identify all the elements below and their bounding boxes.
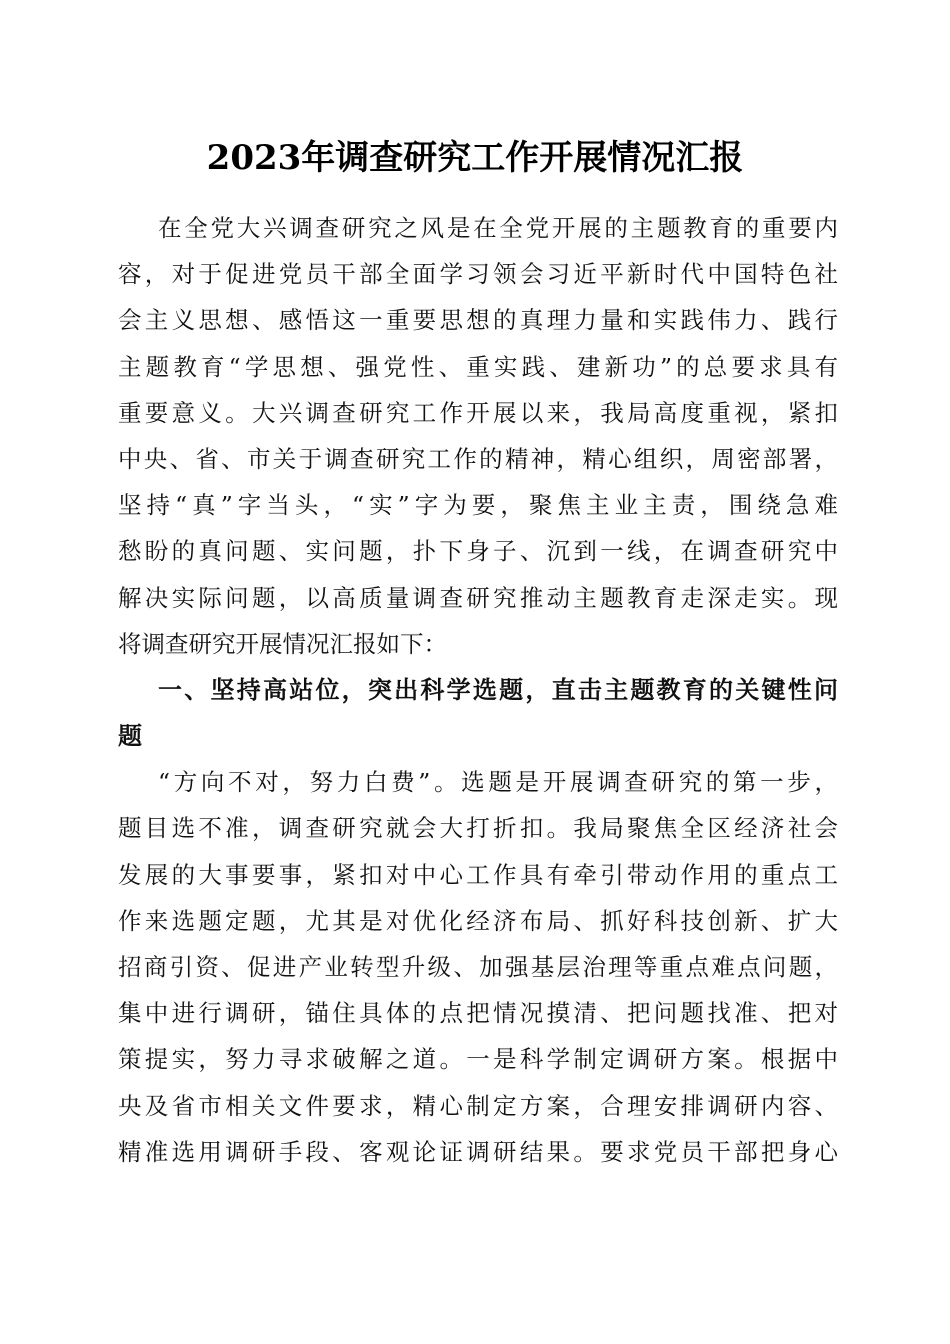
text-line: 主题教育“学思想、强党性、重实践、建新功”的总要求具有 — [118, 352, 838, 381]
text-line: 策提实，努力寻求破解之道。一是科学制定调研方案。根据中 — [118, 1045, 838, 1074]
text-line: 发展的大事要事，紧扣对中心工作具有牵引带动作用的重点工 — [118, 860, 838, 889]
section-1-paragraph — [118, 759, 838, 1175]
text-line: “方向不对，努力白费”。选题是开展调查研究的第一步， — [158, 768, 838, 797]
text-line: 会主义思想、感悟这一重要思想的真理力量和实践伟力、践行 — [118, 306, 838, 335]
text-line: 中央、省、市关于调查研究工作的精神，精心组织，周密部署， — [118, 444, 838, 473]
section-heading-1 — [118, 667, 838, 759]
text-line: 精准选用调研手段、客观论证调研结果。要求党员干部把身心 — [118, 1137, 838, 1166]
text-line: 在全党大兴调查研究之风是在全党开展的主题教育的重要内 — [158, 214, 838, 242]
text-line: 将调查研究开展情况汇报如下： — [118, 629, 447, 658]
document-body — [118, 205, 838, 1175]
text-line: 愁盼的真问题、实问题，扑下身子、沉到一线，在调查研究中 — [118, 537, 838, 566]
heading-line: 一、坚持高站位，突出科学选题，直击主题教育的关键性问 — [158, 675, 838, 704]
text-line: 坚持“真”字当头，“实”字为要，聚焦主业主责，围绕急难 — [118, 491, 838, 520]
heading-line: 题 — [118, 722, 142, 751]
text-line: 容，对于促进党员干部全面学习领会习近平新时代中国特色社 — [118, 260, 838, 289]
text-line: 题目选不准，调查研究就会大打折扣。我局聚焦全区经济社会 — [118, 814, 838, 843]
text-line: 作来选题定题，尤其是对优化经济布局、抓好科技创新、扩大 — [118, 906, 838, 935]
intro-paragraph — [118, 205, 838, 667]
text-line: 招商引资、促进产业转型升级、加强基层治理等重点难点问题， — [118, 953, 838, 981]
text-line: 解决实际问题，以高质量调查研究推动主题教育走深走实。现 — [118, 583, 838, 612]
text-line: 集中进行调研，锚住具体的点把情况摸清、把问题找准、把对 — [118, 999, 838, 1028]
text-line: 央及省市相关文件要求，精心制定方案，合理安排调研内容、 — [118, 1091, 838, 1120]
text-line: 重要意义。大兴调查研究工作开展以来，我局高度重视，紧扣 — [118, 398, 838, 427]
document-title: 2023年调查研究工作开展情况汇报 — [206, 138, 744, 178]
